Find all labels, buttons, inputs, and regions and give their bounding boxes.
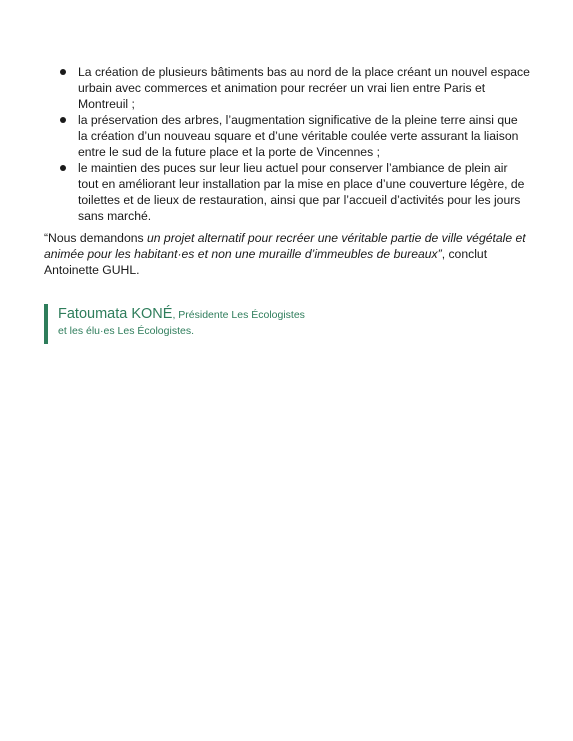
quote-paragraph: [44, 230, 534, 278]
bullet-list: [60, 64, 530, 224]
list-item: [60, 64, 530, 112]
bullet-icon: [60, 165, 66, 171]
signature-line2: et les élu·es Les Écologistes.: [58, 325, 194, 337]
bullet-text: le maintien des puces sur leur lieu actuel pour conserver l’ambiance de plein air tout en améliorant leur installation par la mise en place d’une couverture légère, de toilettes et de lieux de restauration, ainsi que par l’accueil d’activités pour les jours sans marché.: [78, 161, 525, 223]
bullet-text: La création de plusieurs bâtiments bas au nord de la place créant un nouvel espace urbain avec commerces et animation pour recréer un vrai lien entre Paris et Montreuil ;: [78, 65, 530, 111]
list-item: [60, 160, 530, 224]
list-item: [60, 112, 530, 160]
quote-tail: , conclut Antoinette GUHL.: [44, 247, 488, 277]
bullet-icon: [60, 117, 66, 123]
bullet-text: la préservation des arbres, l’augmentation significative de la pleine terre ainsi que la création d’un nouveau square et d’une véritable coulée verte assurant la liaison entre le sud de la future place et la porte de Vincennes ;: [78, 113, 519, 159]
signature-name: Fatoumata KONÉ: [58, 306, 173, 322]
quote-italic: un projet alternatif pour recréer une véritable partie de ville végétale et animée pour les habitant·es et non une muraille d’immeubles de bureaux”: [44, 231, 526, 261]
signature-role: , Présidente Les Écologistes: [172, 309, 305, 321]
signature-block: [44, 304, 374, 344]
bullet-icon: [60, 69, 66, 75]
quote-lead: “Nous demandons: [44, 231, 147, 245]
